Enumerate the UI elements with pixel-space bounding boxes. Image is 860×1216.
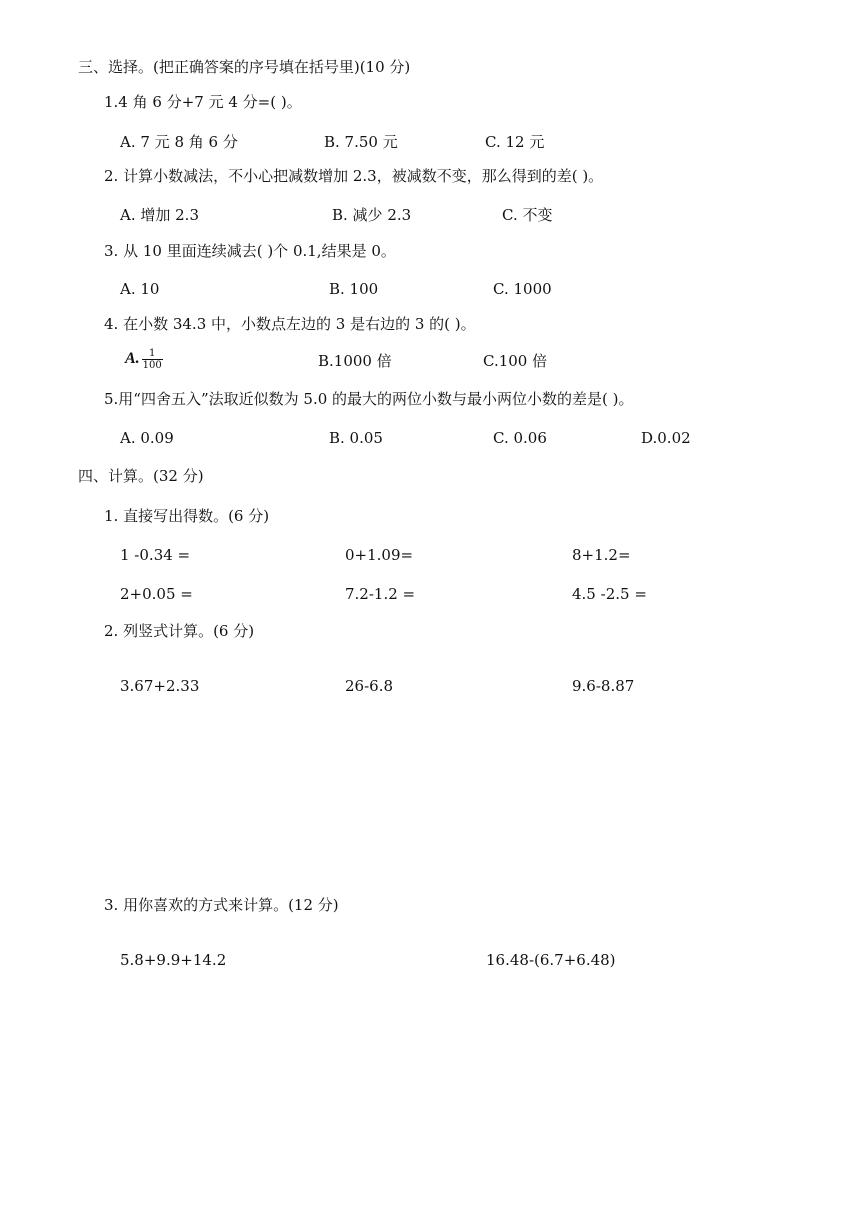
vertical-calc-3: 9.6-8.87 bbox=[572, 677, 635, 695]
calc-1-1: 1 -0.34 = bbox=[120, 546, 191, 564]
calc-1-2: 0+1.09= bbox=[345, 546, 414, 564]
calc-1-3: 8+1.2= bbox=[572, 546, 631, 564]
question-4-option-a bbox=[125, 345, 163, 372]
fraction-one-hundredth bbox=[142, 348, 163, 371]
question-2-option-b: B. 减少 2.3 bbox=[332, 206, 412, 224]
vertical-calc-2: 26-6.8 bbox=[345, 677, 394, 695]
fraction-denominator: 100 bbox=[142, 359, 162, 371]
question-3-option-a: A. 10 bbox=[120, 280, 160, 298]
question-5-option-a: A. 0.09 bbox=[120, 429, 174, 447]
question-4-option-b: B.1000 倍 bbox=[318, 352, 392, 370]
calc-2-3: 4.5 -2.5 = bbox=[572, 585, 647, 603]
calc-2-2: 7.2-1.2 = bbox=[345, 585, 416, 603]
question-4-option-c: C.100 倍 bbox=[483, 352, 548, 370]
fraction-numerator: 1 bbox=[142, 348, 163, 360]
part-2-title: 2. 列竖式计算。(6 分) bbox=[104, 622, 255, 640]
section-3-title: 三、选择。(把正确答案的序号填在括号里)(10 分) bbox=[78, 58, 411, 76]
question-5-stem: 5.用“四舍五入”法取近似数为 5.0 的最大的两位小数与最小两位小数的差是( )。 bbox=[104, 390, 634, 408]
question-5-option-c: C. 0.06 bbox=[493, 429, 547, 447]
question-2-stem: 2. 计算小数减法，不小心把减数增加 2.3，被减数不变，那么得到的差( )。 bbox=[104, 167, 604, 185]
question-1-option-a: A. 7 元 8 角 6 分 bbox=[120, 133, 238, 151]
free-calc-2: 16.48-(6.7+6.48) bbox=[486, 951, 616, 969]
question-5-option-d: D.0.02 bbox=[641, 429, 691, 447]
question-2-option-a: A. 增加 2.3 bbox=[120, 206, 199, 224]
question-2-option-c: C. 不变 bbox=[502, 206, 553, 224]
question-3-option-c: C. 1000 bbox=[493, 280, 552, 298]
part-3-title: 3. 用你喜欢的方式来计算。(12 分) bbox=[104, 896, 339, 914]
question-1-option-b: B. 7.50 元 bbox=[324, 133, 398, 151]
option-a-letter: A. bbox=[125, 350, 140, 367]
question-1-option-c: C. 12 元 bbox=[485, 133, 545, 151]
calc-2-1: 2+0.05 = bbox=[120, 585, 193, 603]
question-4-stem: 4. 在小数 34.3 中，小数点左边的 3 是右边的 3 的( )。 bbox=[104, 315, 476, 333]
vertical-calc-1: 3.67+2.33 bbox=[120, 677, 200, 695]
question-5-option-b: B. 0.05 bbox=[329, 429, 383, 447]
part-1-title: 1. 直接写出得数。(6 分) bbox=[104, 507, 270, 525]
question-3-option-b: B. 100 bbox=[329, 280, 379, 298]
question-1-stem: 1.4 角 6 分+7 元 4 分=( )。 bbox=[104, 93, 302, 111]
free-calc-1: 5.8+9.9+14.2 bbox=[120, 951, 227, 969]
question-3-stem: 3. 从 10 里面连续减去( )个 0.1,结果是 0。 bbox=[104, 242, 396, 260]
section-4-title: 四、计算。(32 分) bbox=[78, 467, 204, 485]
